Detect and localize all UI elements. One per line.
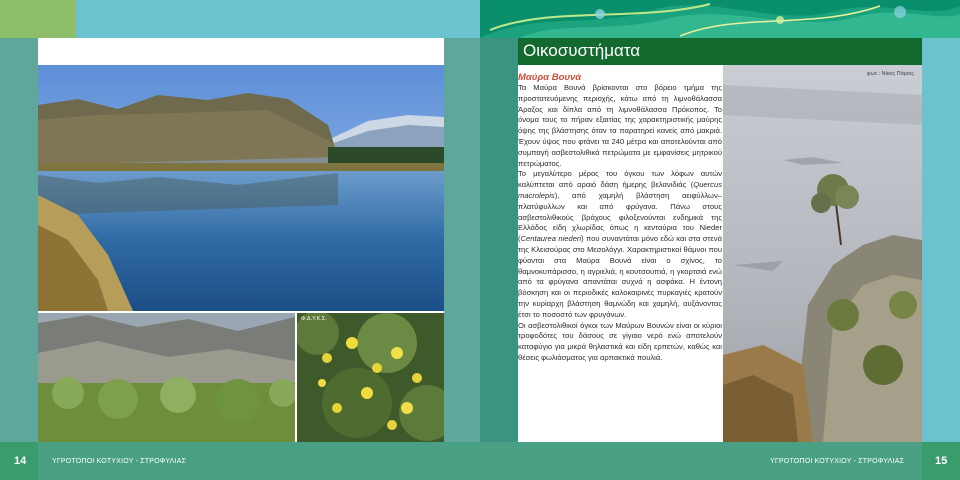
right-top-decorative-strip [480,0,960,38]
left-photo-credit: φωτ.: Φ.Δ.Υ.Κ.Σ. [41,43,82,49]
flowers-photo-credit: Φ.Δ.Υ.Κ.Σ. [301,316,327,322]
left-page-number: 14 [14,455,27,467]
left-top-accent-block [0,0,76,38]
left-footer-title: ΥΓΡΟΤΟΠΟΙ ΚΟΤΥΧΙΟΥ - ΣΤΡΟΦΥΛΙΑΣ [52,458,187,465]
article-paragraph-1: Τα Μαύρα Βουνά βρίσκονται στο βόρειο τμήμα της προστατευόμενης περιοχής, κάτω από τη λιμνοθάλασσα Άραξος και δίπλα από τη λιμνοθάλασσα Πρόκοπος. Το όνομα τους το πήραν εξαιτίας της χαρακτηριστικής μαύρης όψης της βλάστησης όταν τα παρατηρεί κανείς από μακριά. Έχουν ύψος που φτάνει τα 240 μέτρα και αποτελούνται από συμπαγή ασβεστολιθικά πετρώματα με εμφανίσεις μητρικού πετρώματος. [518,83,722,168]
article [518,72,722,364]
p2-text-post: ) που συναντάται μόνο εδώ και στα στενά της Κλεισούρας στο Μεσολόγγι. Χαρακτηριστικοί θάμνοι που φύονται στα Μαύρα Βουνά είναι ο σχίνος, το θαμνοκυπάρισσο, η αγριελιά, η κουτσουπιά, η γκορτσιά ενώ από τα φρύγανα απαντάται συχνά η ασφάκα. Η έντονη βόσκηση και οι περιοδικές καλοκαιρινές πυρκαγιές κρατούν την κυρίαρχη βλάστηση θαμνώδη και χαμηλή, αυξάνοντας έτσι το ποσοστό των φρυγάνων. [518,234,722,319]
right-left-band [480,38,518,442]
lake-photo [38,65,444,311]
right-footer-title: ΥΓΡΟΤΟΠΟΙ ΚΟΤΥΧΙΟΥ - ΣΤΡΟΦΥΛΙΑΣ [770,458,905,465]
latin-name-centaurea: Centaurea niederi [520,234,582,244]
cliff-photo [723,65,922,442]
section-title: Οικοσυστήματα [523,41,641,60]
right-right-band [922,38,960,442]
latin-name-quercus: Quercus macrolepis [518,180,722,200]
article-paragraph-3: Οι ασβεστολιθικοί όγκοι των Μαύρων Βουνών είναι οι κύριοι τροφοδότες του δάσους σε γίγαιο νερό ενώ αποτελούν καταφύγιο για μικρά θηλαστικά και είδη ερπετών, καθώς και θέσεις φωλιάσματος για αρπακτικά πουλιά. [518,320,722,362]
right-page-number: 15 [935,455,948,467]
right-photo-credit: φωτ.: Νίκος Πάριας [867,71,914,77]
p2-text-pre: Το μεγαλύτερο μέρος του όγκου των λόφων αυτών καλύπτεται από αραιό δάση ήμερης βελανιδιάς ( [518,169,722,190]
article-heading: Μαύρα Βουνά [518,72,582,83]
article-paragraph-2 [518,169,722,320]
p2-text-mid: ), από χαμηλή βλάστηση αειφύλλων–πλατύφυλλων και από φρύγανα. Πάνω στους ασβεστολιθικούς βράχους φιλοξενούνται ενδημικά της Ελλάδος είδη χλωρίδας όπως η κενταύρια του Nieder ( [518,190,722,244]
flowers-photo [297,313,444,442]
hillside-photo [38,313,295,442]
